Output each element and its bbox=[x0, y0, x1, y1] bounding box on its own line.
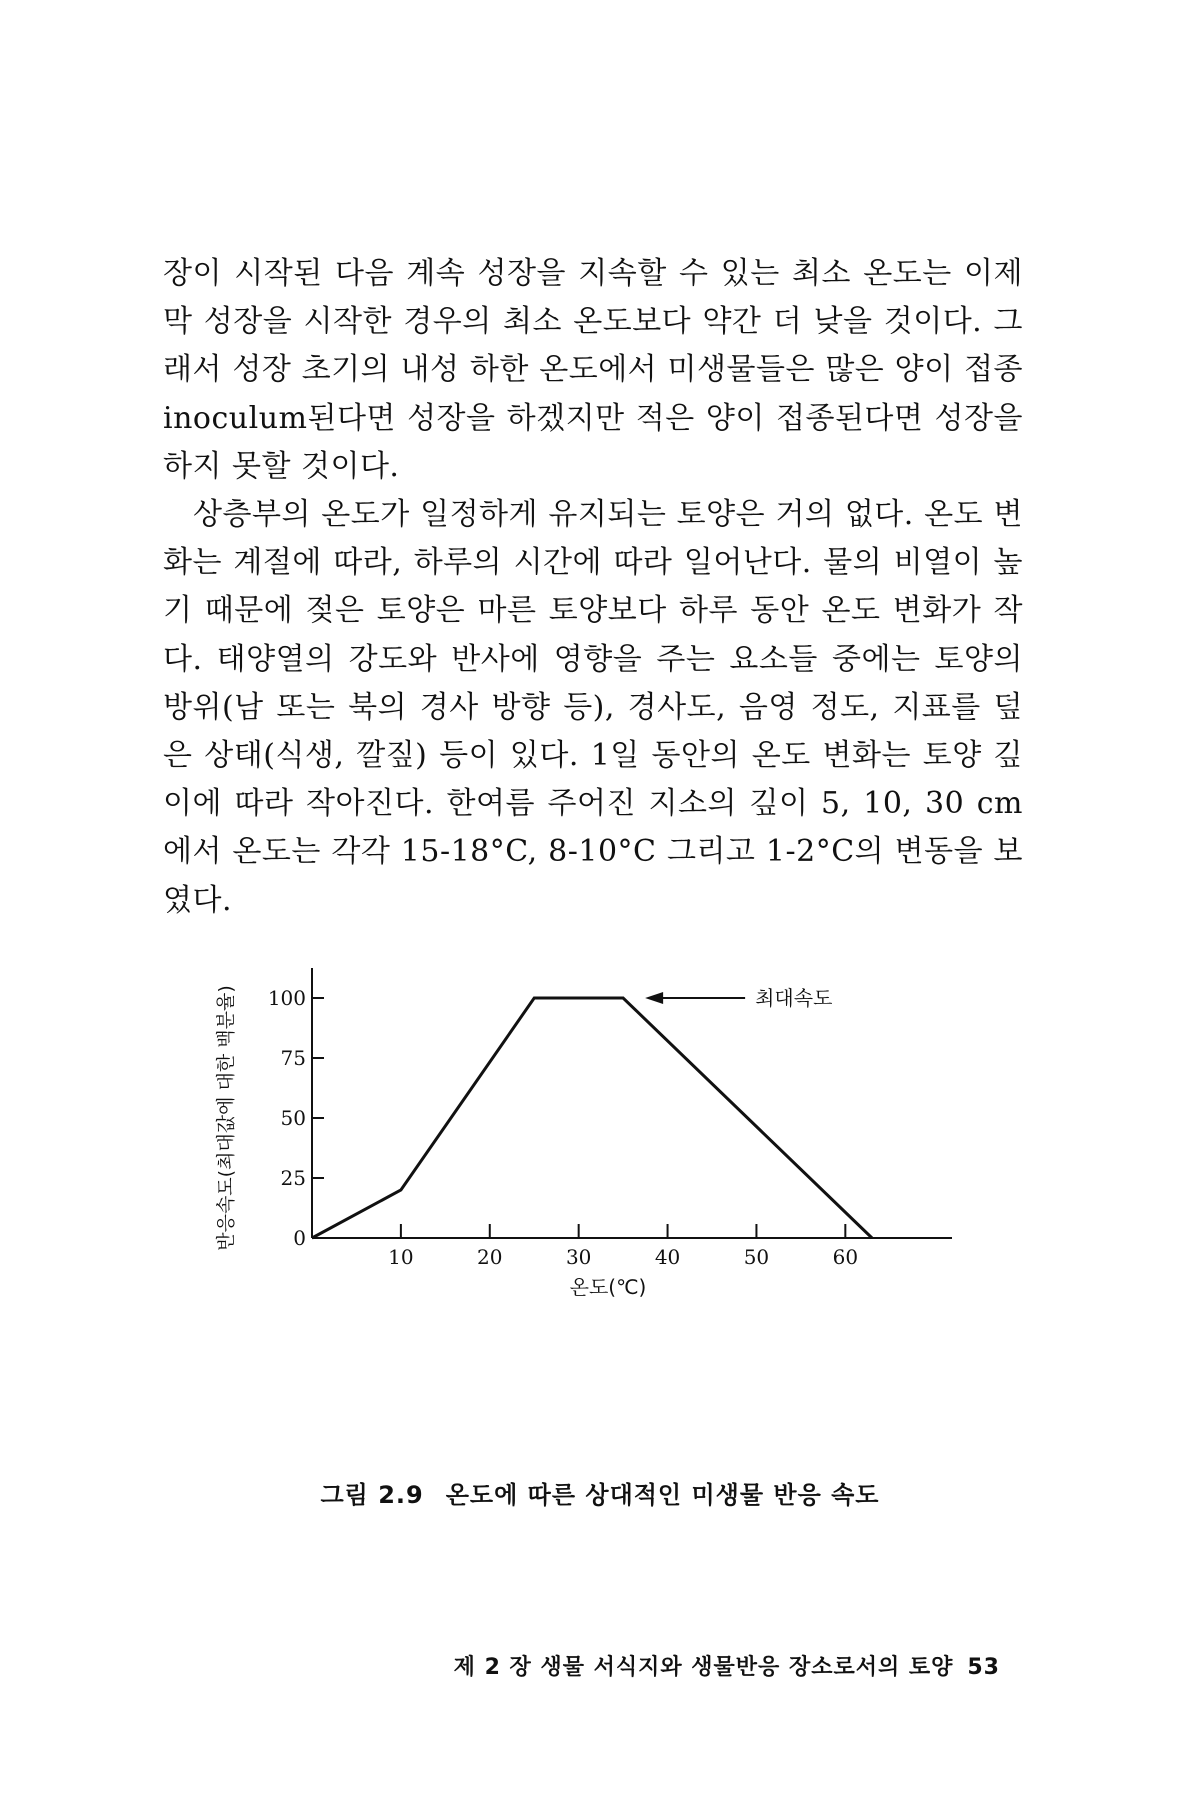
figure-caption bbox=[0, 1475, 1200, 1510]
page-number: 53 bbox=[967, 1655, 1000, 1680]
running-title: 제 2 장 생물 서식지와 생물반응 장소로서의 토양 bbox=[453, 1655, 954, 1680]
x-tick-label: 40 bbox=[654, 1245, 681, 1269]
figure-reaction-rate-chart bbox=[200, 980, 980, 1360]
x-tick-label: 50 bbox=[743, 1245, 770, 1269]
reaction-rate-chart bbox=[200, 980, 980, 1360]
x-axis-title: 온도(℃) bbox=[569, 1275, 647, 1299]
figure-caption-text: 온도에 따른 상대적인 미생물 반응 속도 bbox=[445, 1481, 880, 1509]
figure-caption-label: 그림 2.9 bbox=[320, 1481, 424, 1509]
annotation-arrow-head bbox=[645, 992, 663, 1004]
series-line bbox=[312, 998, 872, 1238]
x-tick-label: 30 bbox=[565, 1245, 592, 1269]
x-tick-label: 10 bbox=[388, 1245, 414, 1269]
x-tick-label: 60 bbox=[832, 1245, 859, 1269]
y-axis-title: 반응속도(최대값에 대한 백분율) bbox=[215, 985, 237, 1251]
paragraph-2: 상층부의 온도가 일정하게 유지되는 토양은 거의 없다. 온도 변화는 계절에 따라, 하루의 시간에 따라 일어난다. 물의 비열이 높기 때문에 젖은 토양은 마른 토양보다 하루 동안 온도 변화가 작다. 태양열의 강도와 반사에 영향을 주는 요소들 중에는 토양의 방위(남 또는 북의 경사 방향 등), 경사도, 음영 정도, 지표를 덮은 상태(식생, 깔짚) 등이 있다. 1일 동안의 온도 변화는 토양 깊이에 따라 작아진다. 한여름 주어진 지소의 깊이 5, 10, 30 cm에서 온도는 각각 15-18°C, 8-10°C 그리고 1-2°C의 변동을 보였다. bbox=[163, 497, 1023, 918]
y-tick-label: 50 bbox=[280, 1106, 306, 1130]
y-tick-label: 0 bbox=[293, 1226, 306, 1250]
annotation-label: 최대속도 bbox=[755, 986, 833, 1010]
x-tick-label: 20 bbox=[477, 1245, 503, 1269]
paragraph-1: 장이 시작된 다음 계속 성장을 지속할 수 있는 최소 온도는 이제 막 성장을 시작한 경우의 최소 온도보다 약간 더 낮을 것이다. 그래서 성장 초기의 내성 하한 온도에서 미생물들은 많은 양이 접종 inoculum된다면 성장을 하겠지만 적은 양이 접종된다면 성장을 하지 못할 것이다. bbox=[163, 256, 1023, 484]
body-text bbox=[163, 250, 1023, 925]
y-tick-label: 75 bbox=[280, 1046, 306, 1070]
y-tick-label: 25 bbox=[280, 1166, 306, 1190]
y-tick-label: 100 bbox=[267, 986, 306, 1010]
running-footer bbox=[380, 1650, 1000, 1681]
